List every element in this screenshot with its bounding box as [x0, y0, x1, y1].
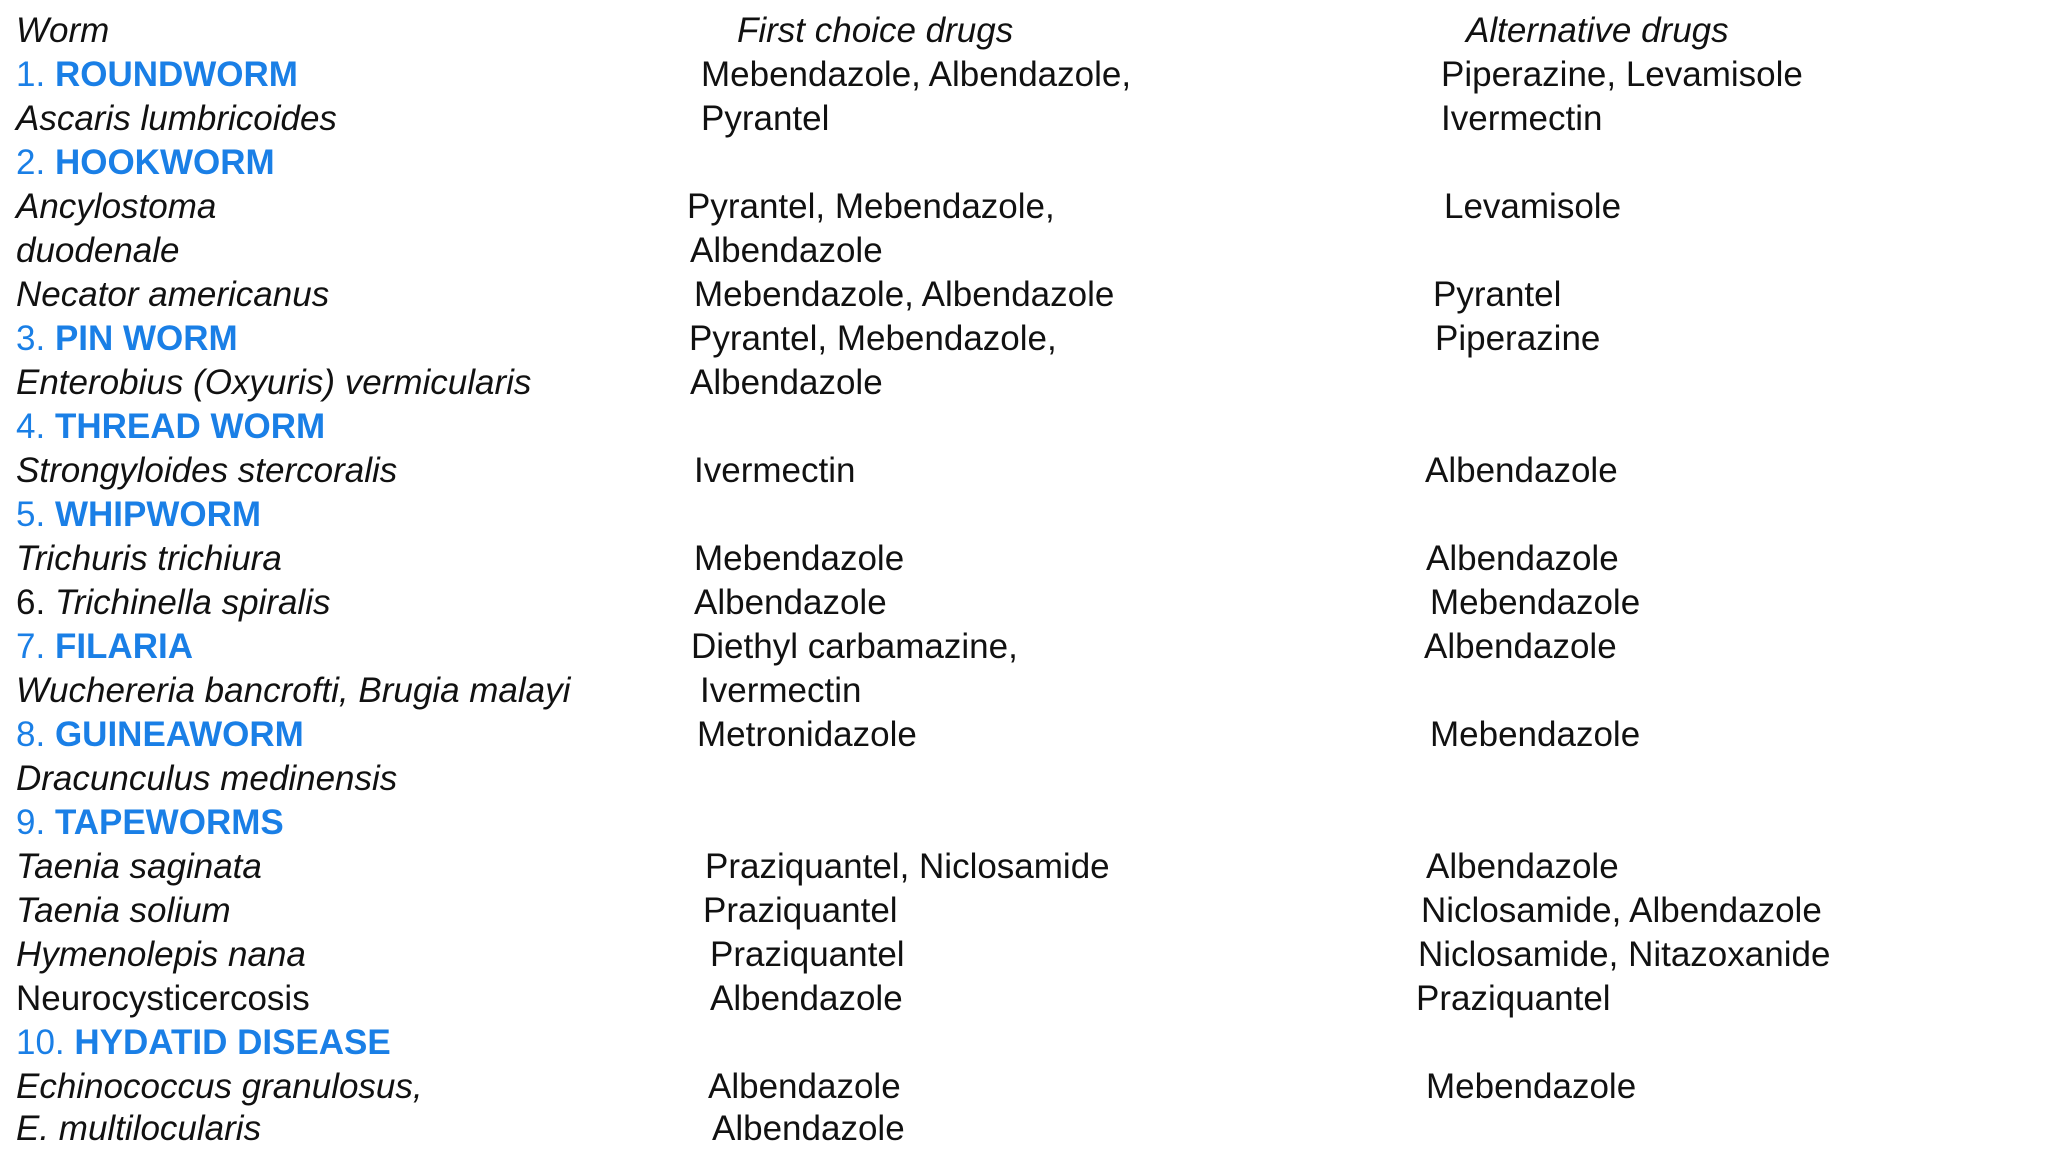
first-choice-drugs: Praziquantel — [703, 891, 898, 930]
table-row — [0, 713, 2048, 757]
heading-label: HYDATID DISEASE — [74, 1023, 391, 1062]
table-row — [0, 537, 2048, 581]
worm-species: Ancylostoma — [16, 187, 217, 226]
header-first-choice: First choice drugs — [737, 11, 1014, 50]
heading-number: 2. — [16, 143, 46, 182]
worm-species: duodenale — [16, 231, 180, 270]
table-row — [0, 317, 2048, 361]
alternative-drugs: Albendazole — [1426, 847, 1619, 886]
worm-species: Hymenolepis nana — [16, 935, 306, 974]
worm-species: Enterobius (Oxyuris) vermicularis — [16, 363, 532, 402]
table-row — [0, 625, 2048, 669]
table-row — [0, 229, 2048, 273]
alternative-drugs: Niclosamide, Nitazoxanide — [1418, 935, 1831, 974]
alternative-drugs: Albendazole — [1425, 451, 1618, 490]
table-row — [0, 889, 2048, 933]
first-choice-drugs: Albendazole — [712, 1109, 905, 1148]
first-choice-drugs: Pyrantel, Mebendazole, — [687, 187, 1055, 226]
first-choice-drugs: Mebendazole — [694, 539, 905, 578]
heading-label: THREAD WORM — [54, 407, 326, 446]
first-choice-drugs: Diethyl carbamazine, — [691, 627, 1018, 666]
heading-number: 3. — [16, 319, 46, 358]
first-choice-drugs: Ivermectin — [694, 451, 856, 490]
first-choice-drugs: Albendazole — [710, 979, 903, 1018]
alternative-drugs: Mebendazole — [1426, 1067, 1637, 1106]
heading-label: HOOKWORM — [54, 143, 275, 182]
heading-number: 10. — [16, 1023, 65, 1062]
first-choice-drugs: Pyrantel, Mebendazole, — [689, 319, 1057, 358]
worm-species: Trichuris trichiura — [16, 539, 282, 578]
alternative-drugs: Pyrantel — [1433, 275, 1562, 314]
table-row — [0, 185, 2048, 229]
table-row — [0, 97, 2048, 141]
first-choice-drugs: Mebendazole, Albendazole — [694, 275, 1115, 314]
heading-number: 9. — [16, 803, 46, 842]
heading-number: 6. — [16, 583, 46, 622]
alternative-drugs: Piperazine — [1435, 319, 1601, 358]
table-row — [0, 361, 2048, 405]
worm-heading — [16, 625, 193, 669]
worm-species: Necator americanus — [16, 275, 330, 314]
worm-species: Taenia solium — [16, 891, 231, 930]
first-choice-drugs: Pyrantel — [701, 99, 830, 138]
worm-species: E. multilocularis — [16, 1109, 262, 1148]
heading-number: 4. — [16, 407, 46, 446]
heading-number: 5. — [16, 495, 46, 534]
table-row — [0, 1065, 2048, 1109]
table-row — [0, 1107, 2048, 1151]
alternative-drugs: Mebendazole — [1430, 583, 1641, 622]
heading-number: 1. — [16, 55, 46, 94]
table-row — [0, 977, 2048, 1021]
table-row — [0, 449, 2048, 493]
table-row — [0, 669, 2048, 713]
table-row — [0, 757, 2048, 801]
heading-label: PIN WORM — [54, 319, 238, 358]
table-row — [0, 845, 2048, 889]
table-row — [0, 405, 2048, 449]
alternative-drugs: Ivermectin — [1441, 99, 1603, 138]
first-choice-drugs: Albendazole — [708, 1067, 901, 1106]
first-choice-drugs: Albendazole — [694, 583, 887, 622]
heading-label: FILARIA — [54, 627, 193, 666]
worm-condition: Neurocysticercosis — [16, 979, 310, 1018]
worm-species: Strongyloides stercoralis — [16, 451, 398, 490]
table-row — [0, 141, 2048, 185]
first-choice-drugs: Metronidazole — [697, 715, 917, 754]
heading-label: GUINEAWORM — [54, 715, 304, 754]
heading-number: 8. — [16, 715, 46, 754]
heading-number: 7. — [16, 627, 46, 666]
worm-heading — [16, 801, 284, 845]
alternative-drugs: Praziquantel — [1416, 979, 1611, 1018]
worm-species: Trichinella spiralis — [54, 583, 331, 622]
worm-heading — [16, 493, 261, 537]
table-row — [0, 493, 2048, 537]
alternative-drugs: Albendazole — [1426, 539, 1619, 578]
worm-heading — [16, 53, 298, 97]
header-alternative: Alternative drugs — [1466, 11, 1729, 50]
worm-heading — [16, 317, 238, 361]
worm-species: Echinococcus granulosus, — [16, 1067, 423, 1106]
table-row — [0, 273, 2048, 317]
alternative-drugs: Levamisole — [1444, 187, 1622, 226]
table-row — [0, 801, 2048, 845]
first-choice-drugs: Praziquantel — [710, 935, 905, 974]
first-choice-drugs: Ivermectin — [700, 671, 862, 710]
worm-species: Ascaris lumbricoides — [16, 99, 337, 138]
worm-heading — [16, 1021, 391, 1065]
first-choice-drugs: Albendazole — [690, 231, 883, 270]
worm-heading — [16, 405, 325, 449]
alternative-drugs: Niclosamide, Albendazole — [1421, 891, 1822, 930]
worm-heading — [16, 141, 275, 185]
table-row — [0, 1021, 2048, 1065]
alternative-drugs: Albendazole — [1424, 627, 1617, 666]
first-choice-drugs: Mebendazole, Albendazole, — [701, 55, 1132, 94]
worm-heading — [16, 713, 304, 757]
first-choice-drugs: Praziquantel, Niclosamide — [705, 847, 1110, 886]
table-row — [0, 581, 2048, 625]
worm-species: Taenia saginata — [16, 847, 262, 886]
header-row — [0, 9, 2048, 53]
alternative-drugs: Mebendazole — [1430, 715, 1641, 754]
table-row — [0, 933, 2048, 977]
worm-heading — [16, 581, 330, 625]
table-row — [0, 53, 2048, 97]
worm-species: Wuchereria bancrofti, Brugia malayi — [16, 671, 571, 710]
worm-species: Dracunculus medinensis — [16, 759, 398, 798]
heading-label: ROUNDWORM — [54, 55, 298, 94]
first-choice-drugs: Albendazole — [690, 363, 883, 402]
header-worm: Worm — [16, 11, 110, 50]
heading-label: WHIPWORM — [54, 495, 262, 534]
alternative-drugs: Piperazine, Levamisole — [1441, 55, 1803, 94]
heading-label: TAPEWORMS — [54, 803, 284, 842]
